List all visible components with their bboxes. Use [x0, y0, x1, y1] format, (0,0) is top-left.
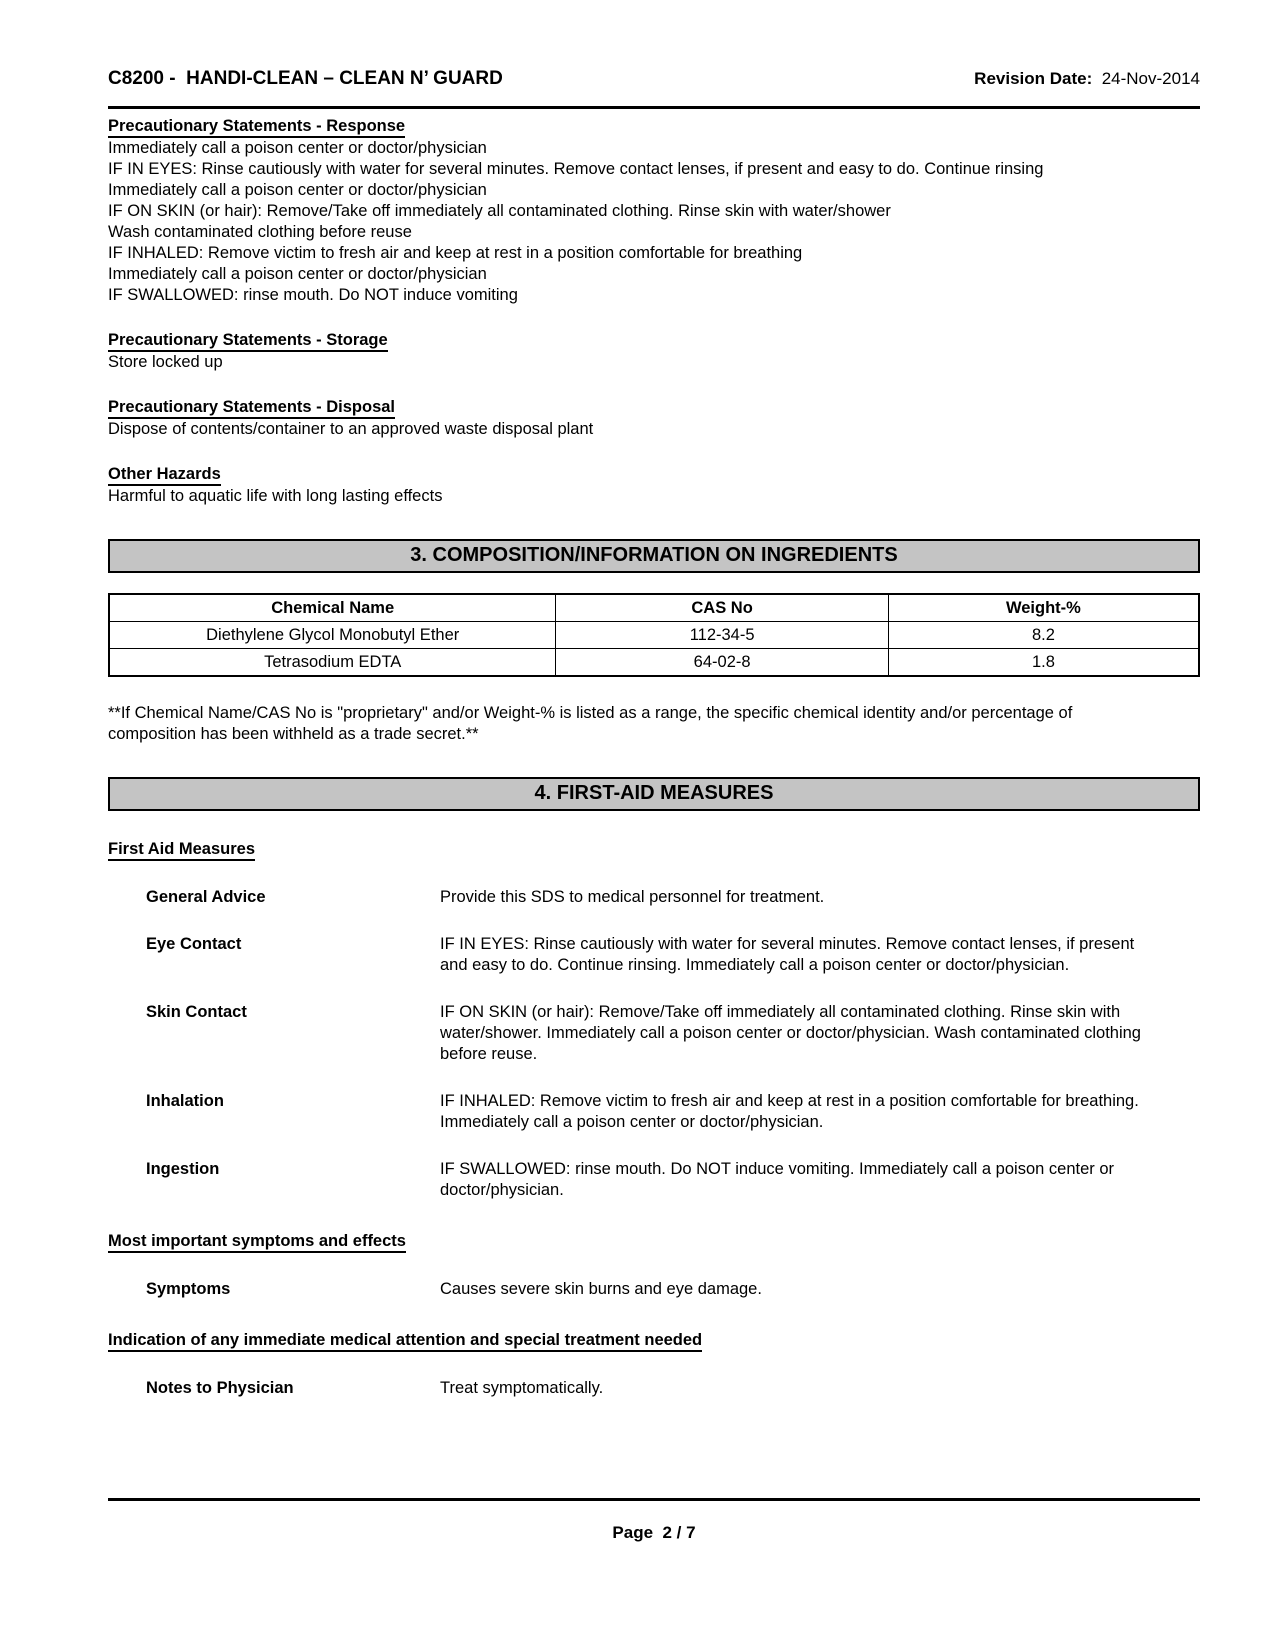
page-content [108, 68, 1200, 1399]
section-other-hazards-heading: Other Hazards [108, 464, 1200, 486]
indication-heading: Indication of any immediate medical attention and special treatment needed [108, 1330, 1200, 1352]
cell-weight: 8.2 [888, 622, 1199, 649]
first-aid-text: IF IN EYES: Rinse cautiously with water for several minutes. Remove contact lenses, if present and easy to do. Continue rinsing. Immediately call a poison center or doctor/physician. [440, 935, 1135, 974]
other-hazards-line: Harmful to aquatic life with long lasting effects [108, 487, 443, 505]
table-header-cas-no: CAS No [556, 594, 888, 622]
cell-cas-no: 112-34-5 [556, 622, 888, 649]
composition-footnote: **If Chemical Name/CAS No is "proprietary" and/or Weight-% is listed as a range, the specific chemical identity and/or percentage of composition has been withheld as a trade secret.** [108, 704, 1073, 743]
response-line: Immediately call a poison center or doctor/physician [108, 265, 487, 283]
response-line: IF INHALED: Remove victim to fresh air and keep at rest in a position comfortable for breathing [108, 244, 803, 262]
footer-rule [108, 1498, 1200, 1501]
first-aid-label: Inhalation [146, 1092, 224, 1110]
notes-to-physician-label: Notes to Physician [146, 1379, 294, 1397]
first-aid-heading: First Aid Measures [108, 839, 1200, 861]
table-header-row [109, 594, 1199, 622]
first-aid-label: General Advice [146, 888, 266, 906]
section-bar-first-aid: 4. FIRST-AID MEASURES [108, 777, 1200, 811]
notes-to-physician-row [108, 1378, 1200, 1399]
cell-chemical-name: Diethylene Glycol Monobutyl Ether [109, 622, 556, 649]
table-row [109, 649, 1199, 677]
first-aid-label: Skin Contact [146, 1003, 247, 1021]
first-aid-text: IF ON SKIN (or hair): Remove/Take off immediately all contaminated clothing. Rinse skin with water/shower. Immediately call a poison center or doctor/physician. Wash contaminated clothing before reuse. [440, 1003, 1141, 1063]
first-aid-text: IF SWALLOWED: rinse mouth. Do NOT induce vomiting. Immediately call a poison center or doctor/physician. [440, 1160, 1115, 1199]
table-header-weight: Weight-% [888, 594, 1199, 622]
response-line: Wash contaminated clothing before reuse [108, 223, 412, 241]
revision-date-value: 24-Nov-2014 [1092, 69, 1200, 88]
first-aid-row-skin-contact [108, 1002, 1200, 1065]
first-aid-row-inhalation [108, 1091, 1200, 1133]
response-line: IF ON SKIN (or hair): Remove/Take off immediately all contaminated clothing. Rinse skin with water/shower [108, 202, 891, 220]
cell-weight: 1.8 [888, 649, 1199, 677]
ingredients-table [108, 593, 1200, 677]
first-aid-label: Ingestion [146, 1160, 220, 1178]
response-line: IF IN EYES: Rinse cautiously with water for several minutes. Remove contact lenses, if present and easy to do. Continue rinsing [108, 160, 1044, 178]
first-aid-text: IF INHALED: Remove victim to fresh air and keep at rest in a position comfortable for breathing. Immediately call a poison center or doctor/physician. [440, 1092, 1139, 1131]
symptoms-row [108, 1279, 1200, 1300]
symptoms-label: Symptoms [146, 1280, 231, 1298]
first-aid-text: Provide this SDS to medical personnel for treatment. [440, 888, 825, 906]
section-storage-heading: Precautionary Statements - Storage [108, 330, 1200, 352]
section-response-heading: Precautionary Statements - Response [108, 116, 1200, 138]
document-header [108, 68, 1200, 89]
first-aid-row-general-advice [108, 887, 1200, 908]
header-rule [108, 106, 1200, 109]
response-line: Immediately call a poison center or doctor/physician [108, 181, 487, 199]
first-aid-row-ingestion [108, 1159, 1200, 1201]
cell-chemical-name: Tetrasodium EDTA [109, 649, 556, 677]
symptoms-heading: Most important symptoms and effects [108, 1231, 1200, 1253]
symptoms-text: Causes severe skin burns and eye damage. [440, 1280, 762, 1298]
cell-cas-no: 64-02-8 [556, 649, 888, 677]
response-line: Immediately call a poison center or doctor/physician [108, 139, 487, 157]
section-bar-composition: 3. COMPOSITION/INFORMATION ON INGREDIENTS [108, 539, 1200, 573]
revision-date-label: Revision Date: [974, 69, 1093, 88]
storage-line: Store locked up [108, 353, 223, 371]
disposal-line: Dispose of contents/container to an approved waste disposal plant [108, 420, 594, 438]
table-row [109, 622, 1199, 649]
section-disposal-heading: Precautionary Statements - Disposal [108, 397, 1200, 419]
revision-date [974, 68, 1200, 89]
table-header-chemical-name: Chemical Name [109, 594, 556, 622]
first-aid-row-eye-contact [108, 934, 1200, 976]
response-line: IF SWALLOWED: rinse mouth. Do NOT induce vomiting [108, 286, 518, 304]
page-footer [108, 1498, 1200, 1543]
page-number: Page 2 / 7 [612, 1523, 696, 1542]
product-title: C8200 - HANDI-CLEAN – CLEAN N’ GUARD [108, 68, 503, 89]
notes-to-physician-text: Treat symptomatically. [440, 1379, 604, 1397]
first-aid-label: Eye Contact [146, 935, 242, 953]
